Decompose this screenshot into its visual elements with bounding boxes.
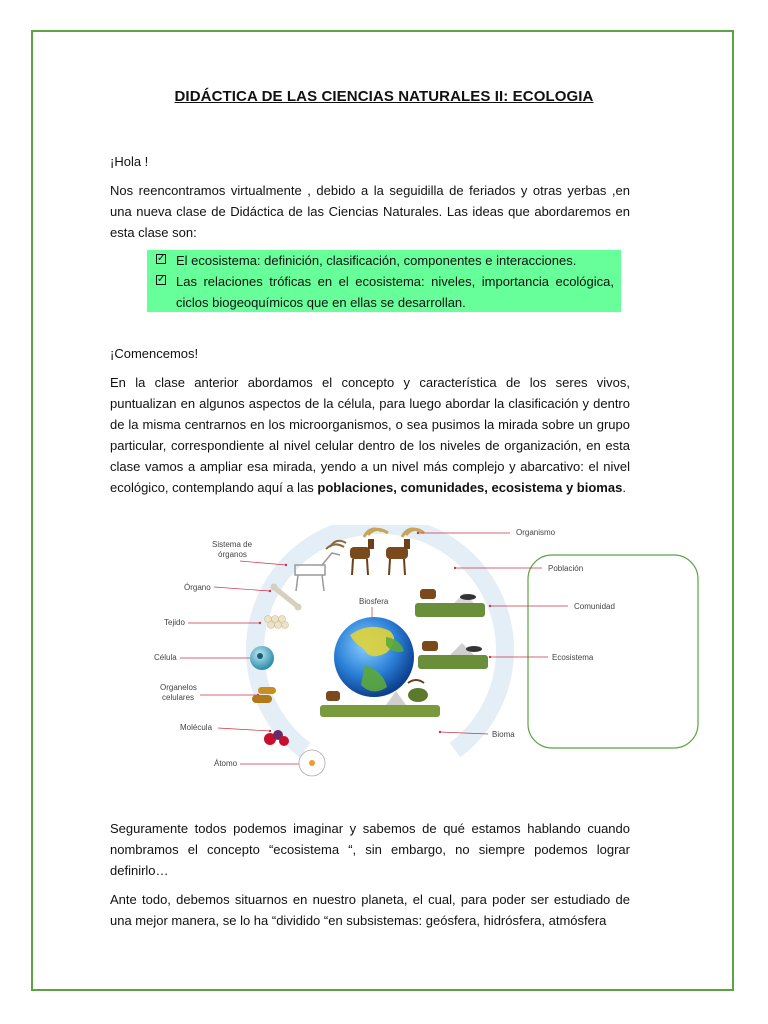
levels-of-organization-figure [150,525,710,785]
tissue-cells-icon [265,616,289,629]
community-scene-icon [415,589,485,617]
cell-icon [250,646,274,670]
label-poblacion: Población [548,564,584,573]
greeting: ¡Hola ! [110,154,149,169]
topic-item: ✓ Las relaciones tróficas en el ecosistema: niveles, importancia ecológica, ciclos biogeoquímicos que en ellas se desarrollan. [157,274,614,310]
label-comunidad: Comunidad [574,602,615,611]
atom-icon [299,750,325,776]
intro-paragraph: Nos reencontramos virtualmente , debido a la seguidilla de feriados y otras yerbas ,en una nueva clase de Didáctica de las Ciencias Naturales. Las ideas que abordaremos en esta clase son: [110,183,630,240]
ecosystem-rounded-box [528,555,698,748]
label-celula: Célula [154,653,177,662]
label-tejido: Tejido [164,618,185,627]
globe-biosphere-icon [334,617,414,697]
paragraph-2: Seguramente todos podemos imaginar y sabemos de qué estamos hablando cuando nombramos el concepto “ecosistema “, sin embargo, no siempre podemos lograr definirlo… [110,821,630,878]
label-ecosistema: Ecosistema [552,653,594,662]
label-molecula: Molécula [180,723,213,732]
topic-item: ✓ El ecosistema: definición, clasificación, componentes e interacciones. [157,253,577,268]
start-heading: ¡Comencemos! [110,346,199,361]
ecosystem-scene-icon [418,641,488,669]
document-title: DIDÁCTICA DE LAS CIENCIAS NATURALES II: ECOLOGIA [174,88,594,105]
label-sistema-de-organos-2: órganos [218,550,247,559]
label-biosfera: Biosfera [359,597,389,606]
label-sistema-de-organos: Sistema de [212,540,253,549]
label-organo: Órgano [184,583,211,592]
checkbox-icon: ✓ [157,274,166,285]
label-organelos: Organelos [160,683,197,692]
paragraph-1: En la clase anterior abordamos el concepto y característica de los seres vivos, puntualizan en algunos aspectos de la célula, para luego abordar la clasificación y dentro de la misma centrarnos en los microorganismos, o sea pusimos la mirada sobre un grupo particular, correspondiente al nivel celular dentro de los niveles de organización, en esta clase vamos a ampliar esa mirada, yendo a un nivel más complejo y abarcativo: el nivel ecológico, contemplando aquí a las poblaciones, comunidades, ecosistema y biomas. [110,375,630,495]
label-atomo: Átomo [214,759,238,768]
label-organelos-2: celulares [162,693,195,702]
label-organismo: Organismo [516,528,556,537]
checkbox-icon: ✓ [157,253,166,264]
label-bioma: Bioma [492,730,515,739]
paragraph-3: Ante todo, debemos situarnos en nuestro planeta, el cual, para poder ser estudiado de una mejor manera, se lo ha “dividido “en subsistemas: geósfera, hidrósfera, atmósfera [110,892,630,928]
